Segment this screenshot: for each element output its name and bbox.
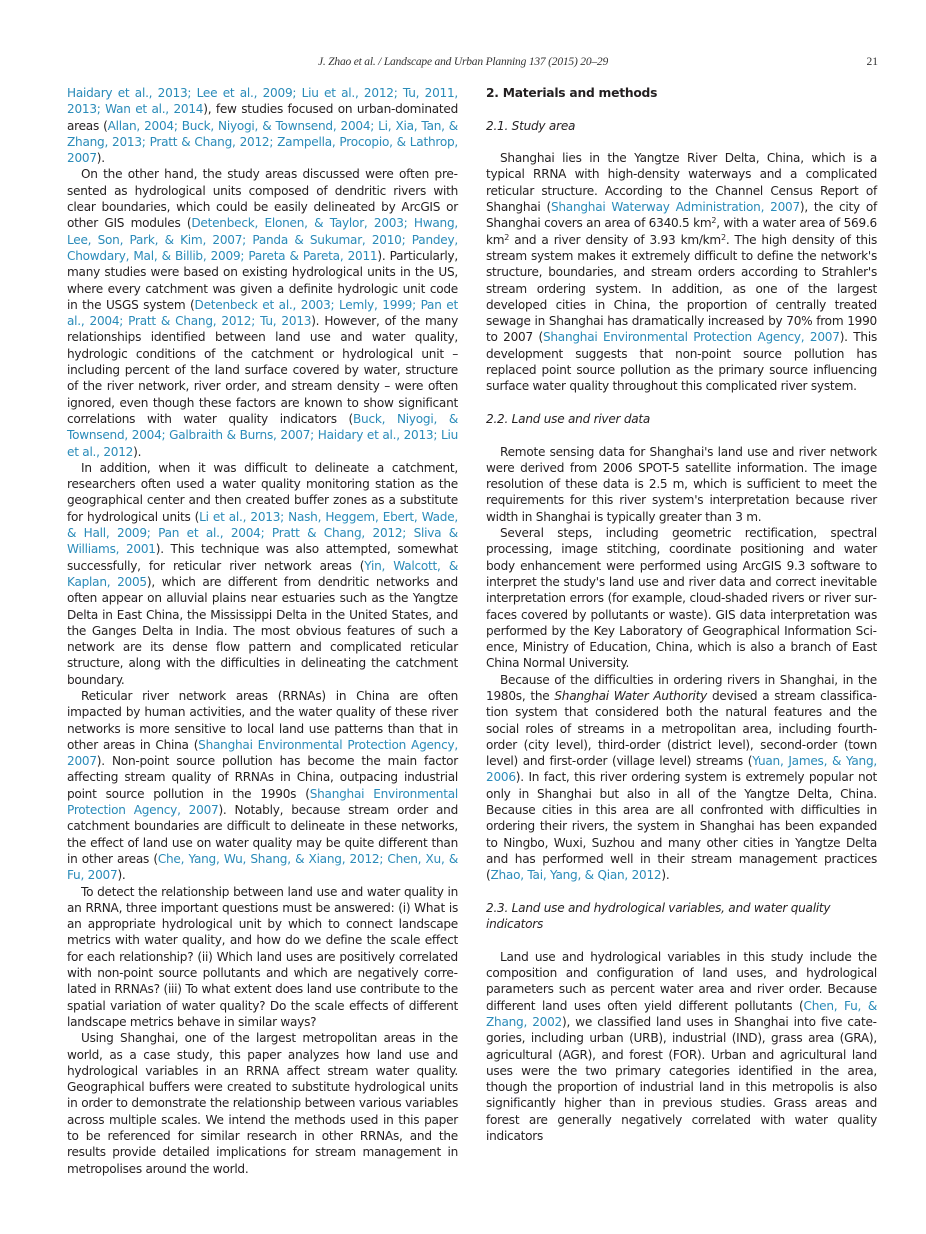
paragraph: In addition, when it was difficult to delineate a catchment, researchers often used a water quality monitoring station as the geographical center and then created buffer zones as a substitute for hydrological units (Li et al., 2013; Nash, Heggem, Ebert, Wade, & Hall, 2009; Pan et al., 2004; Pratt & Chang, 2012; Sliva & Williams, 2001). This technique was also attempted, somewhat successfully, for reticular river network areas (Yin, Walcott, & Kaplan, 2005), which are different from dendritic networks and often appear on alluvial plains near estuaries such as the Yangtze Delta in East China, the Mississippi Delta in the United States, and the Ganges Delta in India. The most obvious features of such a network are its dense flow pattern and complicated reticular structure, along with the difficulties in delineating the catchment boundary. xyxy=(67,460,458,687)
paragraph: Because of the difficulties in ordering rivers in Shanghai, in the 1980s, the Shanghai Water Authority devised a stream classification system that considered both the natural features and the social roles of streams in a metropolitan area, including fourth-order (city level), third-order (district level), second-order (town level) and first-order (village level) streams (Yuan, James, & Yang, 2006). In fact, this river ordering system is extremely popular not only in Shanghai but also in all of the Yangtze Delta, China. Because cities in this area are all confronted with difficulties in ordering their rivers, the system in Shanghai has been expanded to Ningbo, Wuxi, Suzhou and many other cities in Yangtze Delta and has performed well in their stream management practices (Zhao, Tai, Yang, & Qian, 2012). xyxy=(486,672,877,883)
subsection-heading: 2.3. Land use and hydrological variables, and water quality indicators xyxy=(486,900,831,932)
citation-link[interactable]: Chen, Fu, & Zhang, 2002 xyxy=(486,998,877,1029)
citation-link[interactable]: Shanghai Waterway Administration, 2007 xyxy=(550,200,800,215)
citation-link[interactable]: Shanghai Environmental Protection Agency, 2007 xyxy=(67,737,458,769)
right-column xyxy=(486,85,877,1144)
paragraph: Land use and hydrological variables in this study include the composition and configuration of land uses, and hydrological parameters such as percent water area and river order. Because different land uses often yield different pollutants (Chen, Fu, & Zhang, 2002), we classified land uses in Shanghai into five categories, including urban (URB), industrial (IND), grass area (GRA), agricultural (AGR), and forest (FOR). Urban and agricultural land uses were the two primary categories identified in the area, though the proportion of industrial land in this metropolis is also significantly higher than in previous studies. Grass areas and forest are generally negatively correlated with water quality indicators xyxy=(486,949,878,1143)
citation-link[interactable]: Detenbeck et al., 2003; Lemly, 1999; Pan et al., 2004; Pratt & Chang, 2012; Tu, 2013 xyxy=(67,297,458,329)
citation-link[interactable]: Shanghai Environmental Protection Agency, 2007 xyxy=(542,330,840,345)
subsection-heading: 2.1. Study area xyxy=(486,118,576,133)
left-column xyxy=(67,85,458,1177)
section-heading: 2. Materials and methods xyxy=(486,86,658,100)
citation-link[interactable]: Li et al., 2013; Nash, Heggem, Ebert, Wade, & Hall, 2009; Pan et al., 2004; Pratt & Chang, 2012; Sliva & Williams, 2001 xyxy=(67,509,458,557)
paragraph: Shanghai lies in the Yangtze River Delta, China, which is a typical RRNA with high-density waterways and a complicated reticular structure. According to the Channel Census Report of Shanghai (Shanghai Waterway Administration, 2007), the city of Shanghai covers an area of 6340.5 $km^2$, with a water area of 569.6 $km^2$ and a river density of 3.93 $km/km^2$. The high density of this stream system makes it extremely difficult to define the network's structure, boundaries, and stream orders according to Strahler's stream ordering system. In addition, as one of the largest developed cities in China, the proportion of centrally treated sewage in Shanghai has dramatically increased by 70% from 1990 to 2007 (Shanghai Environmental Protection Agency, 2007). This development suggests that non-point source pollution has replaced point source pollution as the primary source influencing surface water quality throughout this complicated river system. xyxy=(486,151,878,394)
citation-link[interactable]: Haidary et al., 2013; Lee et al., 2009; Liu et al., 2012; Tu, 2011, 2013; Wan et al., 2014 xyxy=(67,86,458,117)
paragraph: Haidary et al., 2013; Lee et al., 2009; Liu et al., 2012; Tu, 2011, 2013; Wan et al., 2014), few studies focused on urban-dominated areas (Allan, 2004; Buck, Niyogi, & Townsend, 2004; Li, Xia, Tan, & Zhang, 2013; Pratt & Chang, 2012; Zampella, Procopio, & Lathrop, 2007). xyxy=(67,86,458,166)
paragraph: On the other hand, the study areas discussed were often presented as hydrological units composed of dendritic rivers with clear boundaries, which could be easily delineated by ArcGIS or other GIS modules (Detenbeck, Elonen, & Taylor, 2003; Hwang, Lee, Son, Park, & Kim, 2007; Panda & Sukumar, 2010; Pandey, Chowdary, Mal, & Billib, 2009; Pareta & Pareta, 2011). Particularly, many studies were based on existing hydrological units in the US, where every catchment was given a definite hydrologic unit code in the USGS system (Detenbeck et al., 2003; Lemly, 1999; Pan et al., 2004; Pratt & Chang, 2012; Tu, 2013). However, of the many relationships identified between land use and water quality, hydrologic conditions of the catchment or hydrological unit – including percent of the land surface covered by water, structure of the river network, river order, and stream density – were often ignored, even though these factors are known to show significant correlations with water quality indicators (Buck, Niyogi, & Townsend, 2004; Galbraith & Burns, 2007; Haidary et al., 2013; Liu et al., 2012). xyxy=(67,167,459,459)
paragraph: Using Shanghai, one of the largest metropolitan areas in the world, as a case study, this paper analyzes how land use and hydrological variables in an RRNA affect stream water quality. Geographical buffers were created to substitute hydrological units in order to demonstrate the relationship between various variables across multiple scales. We intend the methods used in this paper to be referenced for similar research in other RRNAs, and the results provide detailed implications for stream management in metropolises around the world. xyxy=(67,1031,458,1176)
citation-link[interactable]: Buck, Niyogi, & Townsend, 2004; Galbraith & Burns, 2007; Haidary et al., 2013; Liu et al., 2012 xyxy=(67,411,459,459)
paragraph: Remote sensing data for Shanghai's land use and river network were derived from 2006 SPOT-5 satellite information. The image resolution of these data is 2.5 m, which is sufficient to meet the requirements for this river system's interpretation because river width in Shanghai is typically greater than 3 m. xyxy=(486,444,877,524)
running-head: J. Zhao et al. / Landscape and Urban Planning 137 (2015) 20–29 xyxy=(317,56,609,68)
citation-link[interactable]: Che, Yang, Wu, Shang, & Xiang, 2012; Chen, Xu, & Fu, 2007 xyxy=(67,851,459,883)
citation-link[interactable]: Yuan, James, & Yang, 2006 xyxy=(486,754,877,785)
citation-link[interactable]: Allan, 2004; Buck, Niyogi, & Townsend, 2004; Li, Xia, Tan, & Zhang, 2013; Pratt & Chang, 2012; Zampella, Procopio, & Lathrop, 2007 xyxy=(67,118,458,166)
citation-link[interactable]: Yin, Walcott, & Kaplan, 2005 xyxy=(67,558,458,589)
citation-link[interactable]: Detenbeck, Elonen, & Taylor, 2003; Hwang, Lee, Son, Park, & Kim, 2007; Panda & Sukumar, 2010; Pandey, Chowdary, Mal, & Billib, 2009; Pareta & Pareta, 2011 xyxy=(67,216,458,263)
subsection-heading: 2.2. Land use and river data xyxy=(486,411,651,426)
page-number: 21 xyxy=(866,56,878,68)
citation-link[interactable]: Zhao, Tai, Yang, & Qian, 2012 xyxy=(490,868,662,883)
citation-link[interactable]: Shanghai Environmental Protection Agency, 2007 xyxy=(67,786,458,818)
paragraph: Reticular river network areas (RRNAs) in China are often impacted by human activities, and the water quality of these river networks is more sensitive to local land use patterns than that in other areas in China (Shanghai Environmental Protection Agency, 2007). Non-point source pollution has become the main factor affecting stream quality of RRNAs in China, outpacing industrial point source pollution in the 1990s (Shanghai Environmental Protection Agency, 2007). Notably, because stream order and catchment boundaries are difficult to delineate in these networks, the effect of land use on water quality may be quite different than in other areas (Che, Yang, Wu, Shang, & Xiang, 2012; Chen, Xu, & Fu, 2007). xyxy=(67,688,459,883)
paragraph: Several steps, including geometric rectification, spectral processing, image stitching, coordinate positioning and water body enhancement were performed using ArcGIS 9.3 software to interpret the study's land use and river data and correct inevitable interpretation errors (for example, cloud-shaded rivers or river surfaces covered by pollutants or waste). GIS data interpretation was performed by the Key Laboratory of Geographical Information Science, Ministry of Education, China, which is also a branch of East China Normal University. xyxy=(486,526,877,671)
paragraph: To detect the relationship between land use and water quality in an RRNA, three important questions must be answered: (i) What is an appropriate hydrological unit by which to connect landscape metrics with water quality, and how do we define the scale effect for each relationship? (ii) Which land uses are positively correlated with non-point source pollutants and which are negatively correlated in RRNAs? (iii) To what extent does land use contribute to the spatial variation of water quality? Do the scale effects of different landscape metrics behave in similar ways? xyxy=(67,884,458,1029)
